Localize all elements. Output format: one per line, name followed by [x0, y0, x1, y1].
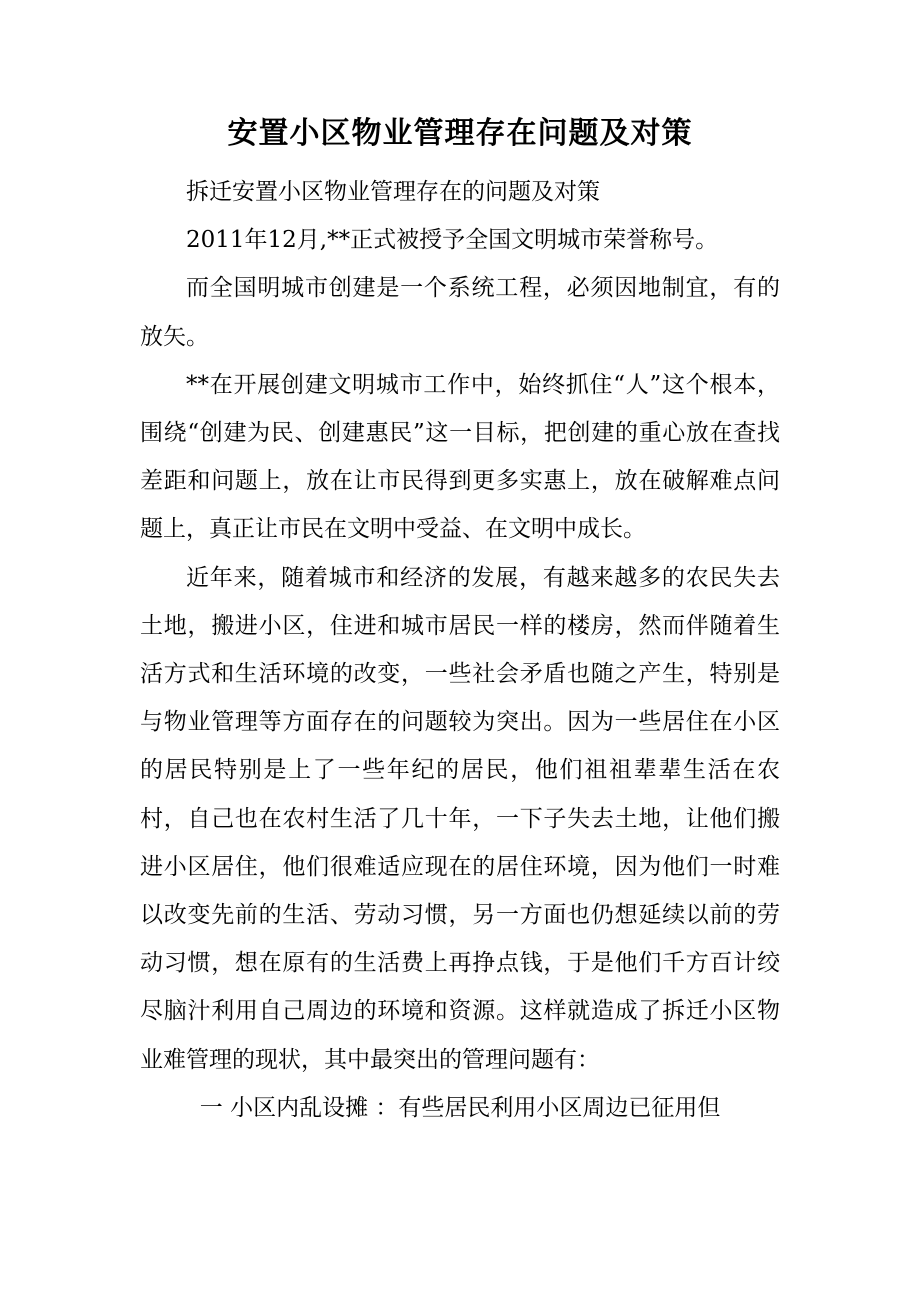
- paragraph-background: 近年来，随着城市和经济的发展，有越来越多的农民失去土地，搬进小区，住进和城市居民一样的楼房，然而伴随着生活方式和生活环境的改变，一些社会矛盾也随之产生，特别是与物业管理等方面存在的问题较为突出。因为一些居住在小区的居民特别是上了一些年纪的居民，他们祖祖辈辈生活在农村，自己也在农村生活了几十年，一下子失去土地，让他们搬进小区居住，他们很难适应现在的居住环境，因为他们一时难以改变先前的生活、劳动习惯，另一方面也仍想延续以前的劳动习惯，想在原有的生活费上再挣点钱，于是他们千方百计绞尽脑汁利用自己周边的环境和资源。这样就造成了拆迁小区物业难管理的现状，其中最突出的管理问题有：: [140, 564, 780, 1073]
- paragraph-issue-one: 一 小区内乱设摊 ：有些居民利用小区周边已征用但: [199, 1094, 721, 1121]
- paragraph-date: 2011年12月,**正式被授予全国文明城市荣誉称号。: [186, 227, 719, 254]
- document-title: 安置小区物业管理存在问题及对策: [227, 116, 693, 151]
- paragraph-civilization-work: **在开展创建文明城市工作中，始终抓住“人”这个根本，围绕“创建为民、创建惠民”这一目标，把创建的重心放在查找差距和问题上，放在让市民得到更多实惠上，放在破解难点问题上，真正让市民在文明中受益、在文明中成长。: [140, 371, 780, 543]
- paragraph-subtitle: 拆迁安置小区物业管理存在的问题及对策: [186, 179, 600, 205]
- document-body: [140, 168, 780, 1132]
- paragraph-intro: 而全国明城市创建是一个系统工程，必须因地制宜，有的放矢。: [140, 275, 780, 350]
